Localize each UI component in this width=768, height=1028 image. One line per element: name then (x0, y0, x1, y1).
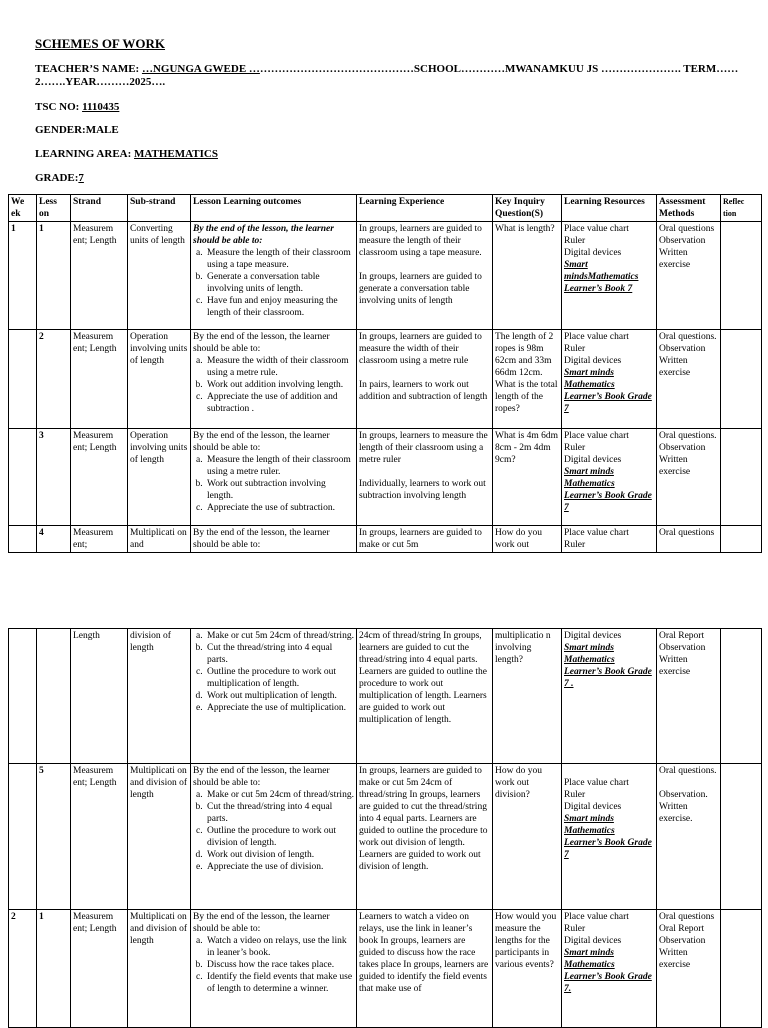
col-experience: Learning Experience (357, 195, 493, 222)
teacher-name: …NGUNGA GWEDE … (141, 63, 260, 75)
assessment-cell: Oral questions (657, 526, 721, 553)
week-cell (9, 629, 37, 764)
outcome-item: b. Discuss how the race takes place. (205, 959, 354, 971)
resources-cell: Place value chart Ruler Digital devices Smart minds Mathematics Learner’s Book Grade 7 (562, 429, 657, 526)
lesson-cell: 5 (37, 764, 71, 910)
outcome-item: a. Make or cut 5m 24cm of thread/string. (205, 630, 354, 642)
week-cell (9, 330, 37, 429)
substrand-cell: division of length (128, 629, 191, 764)
substrand-cell: Converting units of length (128, 222, 191, 330)
outcome-item: b. Cut the thread/string into 4 equal parts. (205, 642, 354, 666)
inquiry-cell: How do you work out (493, 526, 562, 553)
table-row (9, 429, 762, 526)
strand-cell: Measurem ent; Length (71, 222, 128, 330)
reflection-cell (721, 429, 762, 526)
col-resources: Learning Resources (562, 195, 657, 222)
strand-cell: Measurem ent; Length (71, 429, 128, 526)
scheme-table-page-1 (8, 194, 762, 553)
outcome-item: a. Measure the length of their classroom using a metre ruler. (205, 454, 354, 478)
textbook-reference: Smart minds Mathematics Learner’s Book Grade 7 (564, 814, 652, 860)
document-page-2 (0, 560, 768, 1024)
resources-cell: Place value chart Ruler Digital devices Smart mindsMathematics Learner’s Book 7 (562, 222, 657, 330)
assessment-cell: Oral questions Oral Report Observation Written exercise (657, 910, 721, 1028)
col-reflection: Reflec tion (721, 195, 762, 222)
col-week: We ek (9, 195, 37, 222)
assessment-cell: Oral questions. Observation Written exercise (657, 429, 721, 526)
resources-cell: Place value chart Ruler Digital devices Smart minds Mathematics Learner’s Book Grade 7. (562, 910, 657, 1028)
experience-cell: In groups, learners are guided to measure the width of their classroom using a metre rule In pairs, learners to work out addition and subtraction of length (357, 330, 493, 429)
col-inquiry: Key Inquiry Question(S) (493, 195, 562, 222)
resources-cell: Place value chart Ruler (562, 526, 657, 553)
col-assessment: Assessment Methods (657, 195, 721, 222)
experience-cell: In groups, learners are guided to measure the length of their classroom using a tape measure. In groups, learners are guided to generate a conversation table involving units of length (357, 222, 493, 330)
outcomes-cell: By the end of the lesson, the learner should be able to: a. Measure the width of their classroom using a metre rule. b. Work out addition involving length. c. Appreciate the use of addition and subtraction . (191, 330, 357, 429)
textbook-reference: Smart mindsMathematics Learner’s Book 7 (564, 260, 639, 294)
outcomes-cell: By the end of the lesson, the learner should be able to: a. Measure the length of their classroom using a metre ruler. b. Work out subtraction involving length. c. Appreciate the use of subtraction. (191, 429, 357, 526)
experience-cell: In groups, learners to measure the length of their classroom using a metre ruler Individually, learners to work out subtraction involving length (357, 429, 493, 526)
outcome-item: e. Appreciate the use of division. (205, 861, 354, 873)
resources-cell: Digital devices Smart minds Mathematics Learner’s Book Grade 7 . (562, 629, 657, 764)
lesson-cell: 3 (37, 429, 71, 526)
outcome-item: b. Generate a conversation table involving units of length. (205, 271, 354, 295)
reflection-cell (721, 222, 762, 330)
col-strand: Strand (71, 195, 128, 222)
outcome-item: b. Work out subtraction involving length. (205, 478, 354, 502)
inquiry-cell: What is 4m 6dm 8cm - 2m 4dm 9cm? (493, 429, 562, 526)
strand-cell: Length (71, 629, 128, 764)
lesson-cell: 1 (37, 910, 71, 1028)
assessment-cell: Oral questions. Observation. Written exercise. (657, 764, 721, 910)
reflection-cell (721, 629, 762, 764)
outcome-item: c. Appreciate the use of subtraction. (205, 502, 354, 514)
outcome-item: c. Have fun and enjoy measuring the length of their classroom. (205, 295, 354, 319)
gender-line: GENDER:MALE (35, 124, 119, 136)
table-row (9, 526, 762, 553)
outcome-item: a. Make or cut 5m 24cm of thread/string. (205, 789, 354, 801)
inquiry-cell: What is length? (493, 222, 562, 330)
lesson-cell: 1 (37, 222, 71, 330)
reflection-cell (721, 330, 762, 429)
outcome-item: c. Outline the procedure to work out multiplication of length. (205, 666, 354, 690)
outcomes-cell: By the end of the lesson, the learner should be able to: (191, 526, 357, 553)
outcome-item: b. Cut the thread/string into 4 equal parts. (205, 801, 354, 825)
resources-cell: Place value chart Ruler Digital devices Smart minds Mathematics Learner’s Book Grade 7 (562, 330, 657, 429)
outcomes-cell (191, 629, 357, 764)
learning-area: MATHEMATICS (134, 148, 218, 160)
outcome-item: a. Watch a video on relays, use the link in leaner’s book. (205, 935, 354, 959)
inquiry-cell: How do you work out division? (493, 764, 562, 910)
tsc-line: TSC NO: 1110435 (35, 101, 120, 113)
outcomes-cell: By the end of the lesson, the learner should be able to: a. Watch a video on relays, use the link in leaner’s book. b. Discuss how the race takes place. c. Identify the field events that make use of length to determine a winner. (191, 910, 357, 1028)
table-row (9, 222, 762, 330)
outcome-item: a. Measure the width of their classroom using a metre rule. (205, 355, 354, 379)
lesson-cell: 2 (37, 330, 71, 429)
lesson-cell (37, 629, 71, 764)
strand-cell: Measurem ent; Length (71, 910, 128, 1028)
school-name: MWANAMKUU JS (505, 63, 599, 75)
reflection-cell (721, 526, 762, 553)
lesson-cell: 4 (37, 526, 71, 553)
assessment-cell: Oral questions. Observation Written exercise (657, 330, 721, 429)
grade-line: GRADE:7 (35, 172, 84, 184)
col-substrand: Sub-strand (128, 195, 191, 222)
table-row (9, 764, 762, 910)
reflection-cell (721, 910, 762, 1028)
substrand-cell: Operation involving units of length (128, 429, 191, 526)
week-cell (9, 429, 37, 526)
learning-area-line: LEARNING AREA: MATHEMATICS (35, 148, 218, 160)
outcomes-cell: By the end of the lesson, the learner should be able to: a. Measure the length of their classroom using a tape measure. b. Generate a conversation table involving units of length. c. Have fun and enjoy measuring the length of their classroom. (191, 222, 357, 330)
week-cell: 1 (9, 222, 37, 330)
teacher-line: TEACHER’S NAME: …NGUNGA GWEDE ………………………………………SCHOOL…………MWANAMKUU JS …………………. TERM…… (35, 63, 739, 75)
outcome-item: c. Outline the procedure to work out division of length. (205, 825, 354, 849)
experience-cell: In groups, learners are guided to make or cut 5m 24cm of thread/string In groups, learners are guided to cut the thread/string into 4 equal parts. Learners are guided to outline the procedure to work out division of length. Learners are guided to work out division of length. (357, 764, 493, 910)
inquiry-cell: How would you measure the lengths for the participants in various events? (493, 910, 562, 1028)
inquiry-cell: multiplicatio n involving length? (493, 629, 562, 764)
reflection-cell (721, 764, 762, 910)
outcome-item: c. Appreciate the use of addition and subtraction . (205, 391, 354, 415)
table-row (9, 910, 762, 1028)
outcome-item: a. Measure the length of their classroom using a tape measure. (205, 247, 354, 271)
col-lesson: Less on (37, 195, 71, 222)
inquiry-cell: The length of 2 ropes is 98m 62cm and 33m 66dm 12cm. What is the total length of the ropes? (493, 330, 562, 429)
substrand-cell: Operation involving units of length (128, 330, 191, 429)
textbook-reference: Smart minds Mathematics Learner’s Book Grade 7 (564, 467, 652, 513)
document-title: SCHEMES OF WORK (35, 36, 166, 51)
scheme-table-page-2 (8, 628, 762, 1028)
outcome-item: d. Work out multiplication of length. (205, 690, 354, 702)
assessment-cell: Oral questions Observation Written exercise (657, 222, 721, 330)
table-row (9, 629, 762, 764)
experience-cell: 24cm of thread/string In groups, learners are guided to cut the thread/string into 4 equal parts. Learners are guided to outline the procedure to work out multiplication of length. Learners are guided to work out multiplication of length. (357, 629, 493, 764)
strand-cell: Measurem ent; Length (71, 764, 128, 910)
week-cell: 2 (9, 910, 37, 1028)
strand-cell: Measurem ent; (71, 526, 128, 553)
week-cell (9, 526, 37, 553)
substrand-cell: Multiplicati on and division of length (128, 910, 191, 1028)
week-cell (9, 764, 37, 910)
strand-cell: Measurem ent; Length (71, 330, 128, 429)
assessment-cell: Oral Report Observation Written exercise (657, 629, 721, 764)
grade-value: 7 (78, 172, 84, 184)
outcome-item: e. Appreciate the use of multiplication. (205, 702, 354, 714)
outcome-item: d. Work out division of length. (205, 849, 354, 861)
experience-cell: Learners to watch a video on relays, use the link in leaner’s book In groups, learners are guided to discuss how the race takes place In groups, learners are guided to identify the field events that make use of (357, 910, 493, 1028)
page-break (0, 555, 768, 625)
outcome-item: c. Identify the field events that make use of length to determine a winner. (205, 971, 354, 995)
resources-cell: Place value chart Ruler Digital devices Smart minds Mathematics Learner’s Book Grade 7 (562, 764, 657, 910)
tsc-number: 1110435 (82, 101, 120, 113)
textbook-reference: Smart minds Mathematics Learner’s Book Grade 7 . (564, 643, 652, 689)
outcomes-cell: By the end of the lesson, the learner should be able to: a. Make or cut 5m 24cm of thread/string. b. Cut the thread/string into 4 equal parts. c. Outline the procedure to work out division of length. d. Work out division of length. e. Appreciate the use of division. (191, 764, 357, 910)
table-header-row (9, 195, 762, 222)
outcome-item: b. Work out addition involving length. (205, 379, 354, 391)
textbook-reference: Smart minds Mathematics Learner’s Book Grade 7 (564, 368, 652, 414)
term-year-line: 2…….YEAR………2025…. (35, 76, 166, 88)
substrand-cell: Multiplicati on and (128, 526, 191, 553)
substrand-cell: Multiplicati on and division of length (128, 764, 191, 910)
table-row (9, 330, 762, 429)
textbook-reference: Smart minds Mathematics Learner’s Book Grade 7. (564, 948, 652, 994)
experience-cell: In groups, learners are guided to make or cut 5m (357, 526, 493, 553)
col-outcomes: Lesson Learning outcomes (191, 195, 357, 222)
